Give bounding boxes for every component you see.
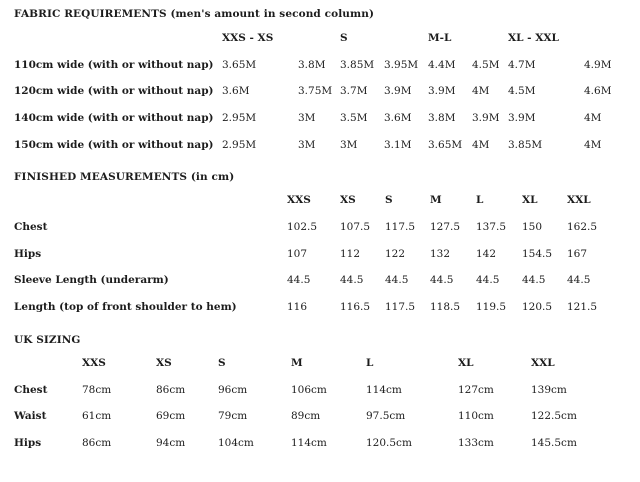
finished-cell: 137.5 — [476, 221, 507, 233]
finished-size-xl: XL — [522, 194, 538, 206]
uk-size-xs: XS — [156, 357, 172, 369]
uk-cell: 86cm — [82, 437, 112, 449]
fabric-cell: 3.95M — [384, 59, 419, 71]
uk-cell: 114cm — [366, 384, 402, 396]
uk-cell: 127cm — [458, 384, 494, 396]
fabric-size-s: S — [340, 32, 348, 44]
uk-sizing-heading: UK SIZING — [14, 334, 81, 346]
fabric-cell: 4.5M — [508, 85, 536, 97]
finished-cell: 107 — [287, 248, 308, 260]
fabric-cell: 4.7M — [508, 59, 536, 71]
fabric-cell: 3.9M — [472, 112, 500, 124]
fabric-cell: 3.85M — [508, 139, 543, 151]
finished-size-l: L — [476, 194, 484, 206]
uk-cell: 122.5cm — [531, 410, 577, 422]
finished-size-s: S — [385, 194, 393, 206]
uk-cell: 78cm — [82, 384, 112, 396]
finished-cell: 44.5 — [340, 274, 364, 286]
finished-cell: 127.5 — [430, 221, 461, 233]
fabric-size-m-l: M-L — [428, 32, 452, 44]
finished-row-label: Chest — [14, 221, 48, 233]
uk-cell: 86cm — [156, 384, 186, 396]
uk-cell: 96cm — [218, 384, 248, 396]
fabric-row-label: 110cm wide (with or without nap) — [14, 59, 214, 71]
uk-cell: 145.5cm — [531, 437, 577, 449]
fabric-row-label: 150cm wide (with or without nap) — [14, 139, 214, 151]
fabric-cell: 3M — [340, 139, 358, 151]
fabric-cell: 4.6M — [584, 85, 612, 97]
fabric-cell: 3.5M — [340, 112, 368, 124]
finished-row-label: Hips — [14, 248, 42, 260]
uk-cell: 104cm — [218, 437, 254, 449]
finished-cell: 44.5 — [476, 274, 500, 286]
uk-cell: 97.5cm — [366, 410, 406, 422]
fabric-cell: 3.7M — [340, 85, 368, 97]
uk-cell: 69cm — [156, 410, 186, 422]
finished-cell: 116.5 — [340, 301, 371, 313]
fabric-cell: 2.95M — [222, 139, 257, 151]
uk-cell: 61cm — [82, 410, 112, 422]
uk-size-l: L — [366, 357, 374, 369]
uk-size-s: S — [218, 357, 226, 369]
finished-cell: 162.5 — [567, 221, 598, 233]
finished-cell: 142 — [476, 248, 497, 260]
fabric-cell: 3.6M — [222, 85, 250, 97]
uk-cell: 89cm — [291, 410, 321, 422]
finished-cell: 118.5 — [430, 301, 461, 313]
finished-cell: 154.5 — [522, 248, 553, 260]
uk-cell: 79cm — [218, 410, 248, 422]
fabric-cell: 3.65M — [222, 59, 257, 71]
fabric-cell: 4M — [584, 139, 602, 151]
uk-row-label: Hips — [14, 437, 42, 449]
fabric-cell: 3.9M — [428, 85, 456, 97]
finished-cell: 44.5 — [385, 274, 409, 286]
uk-cell: 114cm — [291, 437, 327, 449]
finished-cell: 102.5 — [287, 221, 318, 233]
uk-size-xl: XL — [458, 357, 474, 369]
finished-cell: 112 — [340, 248, 361, 260]
finished-cell: 117.5 — [385, 221, 416, 233]
fabric-row-label: 140cm wide (with or without nap) — [14, 112, 214, 124]
finished-cell: 120.5 — [522, 301, 553, 313]
uk-size-xxl: XXL — [531, 357, 555, 369]
fabric-cell: 3.75M — [298, 85, 333, 97]
fabric-cell: 3.9M — [508, 112, 536, 124]
finished-size-xxs: XXS — [287, 194, 311, 206]
uk-cell: 94cm — [156, 437, 186, 449]
finished-row-label: Sleeve Length (underarm) — [14, 274, 169, 286]
finished-size-xxl: XXL — [567, 194, 591, 206]
finished-cell: 107.5 — [340, 221, 371, 233]
finished-cell: 150 — [522, 221, 543, 233]
finished-cell: 44.5 — [287, 274, 311, 286]
fabric-cell: 2.95M — [222, 112, 257, 124]
finished-cell: 44.5 — [522, 274, 546, 286]
fabric-cell: 4.4M — [428, 59, 456, 71]
uk-cell: 120.5cm — [366, 437, 412, 449]
uk-cell: 106cm — [291, 384, 327, 396]
fabric-cell: 4M — [584, 112, 602, 124]
uk-row-label: Chest — [14, 384, 48, 396]
finished-row-label: Length (top of front shoulder to hem) — [14, 301, 237, 313]
uk-size-m: M — [291, 357, 303, 369]
finished-cell: 116 — [287, 301, 308, 313]
fabric-cell: 3.85M — [340, 59, 375, 71]
uk-size-xxs: XXS — [82, 357, 106, 369]
fabric-cell: 3.8M — [428, 112, 456, 124]
fabric-cell: 3M — [298, 112, 316, 124]
fabric-cell: 4M — [472, 139, 490, 151]
finished-cell: 44.5 — [430, 274, 454, 286]
fabric-cell: 3.9M — [384, 85, 412, 97]
fabric-row-label: 120cm wide (with or without nap) — [14, 85, 214, 97]
fabric-cell: 3.6M — [384, 112, 412, 124]
finished-cell: 132 — [430, 248, 451, 260]
fabric-size-xxs-xs: XXS - XS — [222, 32, 274, 44]
finished-cell: 117.5 — [385, 301, 416, 313]
finished-measurements-heading: FINISHED MEASUREMENTS (in cm) — [14, 171, 235, 183]
finished-cell: 122 — [385, 248, 406, 260]
fabric-cell: 4.9M — [584, 59, 612, 71]
fabric-cell: 3M — [298, 139, 316, 151]
finished-cell: 121.5 — [567, 301, 598, 313]
fabric-cell: 3.8M — [298, 59, 326, 71]
fabric-size-xl-xxl: XL - XXL — [508, 32, 559, 44]
finished-size-xs: XS — [340, 194, 356, 206]
uk-cell: 110cm — [458, 410, 494, 422]
finished-cell: 167 — [567, 248, 588, 260]
fabric-requirements-heading: FABRIC REQUIREMENTS (men's amount in second column) — [14, 8, 375, 20]
finished-cell: 119.5 — [476, 301, 507, 313]
finished-size-m: M — [430, 194, 442, 206]
uk-cell: 139cm — [531, 384, 567, 396]
fabric-cell: 4M — [472, 85, 490, 97]
uk-cell: 133cm — [458, 437, 494, 449]
fabric-cell: 4.5M — [472, 59, 500, 71]
uk-row-label: Waist — [14, 410, 47, 422]
finished-cell: 44.5 — [567, 274, 591, 286]
fabric-cell: 3.1M — [384, 139, 412, 151]
fabric-cell: 3.65M — [428, 139, 463, 151]
